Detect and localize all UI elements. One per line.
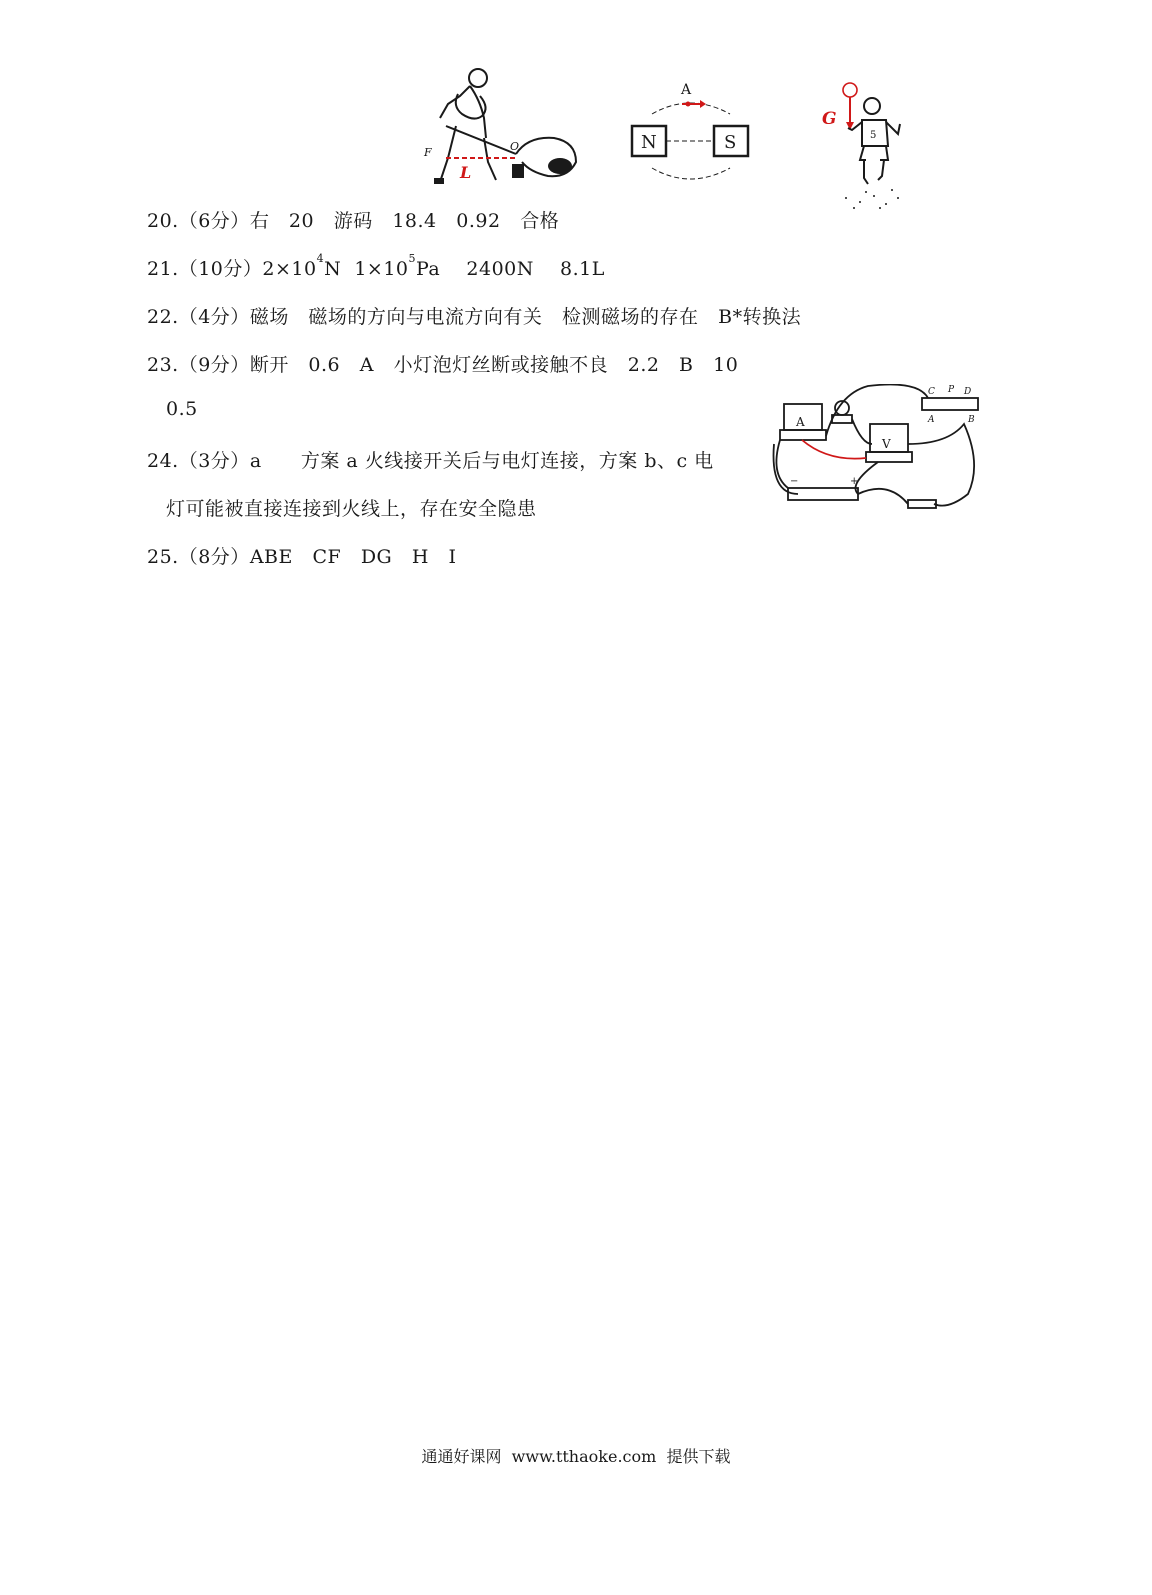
- rheostat-p-label: P: [948, 385, 955, 395]
- answer-24: [147, 446, 714, 473]
- answer-23-content: 断开 0.6 A 小灯泡灯丝断或接触不良 2.2 B 10: [249, 354, 739, 376]
- gravity-label: G: [822, 109, 837, 129]
- lever-figure: [418, 66, 583, 188]
- footer-credit: 通通好课网 www.tthaoke.com 提供下载: [421, 1447, 731, 1466]
- answer-20-content: 右 20 游码 18.4 0.92 合格: [249, 210, 560, 232]
- answer-24-continuation: 灯可能被直接连接到火线上，存在安全隐患: [166, 498, 537, 520]
- lever-arm-label: L: [460, 163, 472, 182]
- answer-25-content: ABE CF DG H I: [249, 546, 457, 568]
- circuit-figure: [768, 384, 984, 520]
- answer-23: [147, 350, 738, 377]
- rheostat-b-label: B: [968, 415, 975, 425]
- answer-20: [147, 206, 559, 233]
- answer-25-prefix: 25.（8分）: [147, 546, 250, 568]
- answer-21-rest: Pa 2400N 8.1L: [416, 258, 605, 280]
- answer-22-content: 磁场 磁场的方向与电流方向有关 检测磁场的存在 B*转换法: [249, 306, 802, 328]
- answer-23-continuation: 0.5: [166, 398, 198, 420]
- answer-21-prefix: 21.（10分）: [147, 258, 263, 280]
- answer-21-force-mantissa: 2×10: [262, 258, 317, 280]
- lever-pivot-label: O: [510, 140, 520, 153]
- jersey-number: 5: [870, 130, 877, 141]
- answer-22-prefix: 22.（4分）: [147, 306, 250, 328]
- answer-21-pressure-mantissa: 1×10: [354, 258, 409, 280]
- magnet-north-label: N: [641, 132, 657, 153]
- rheostat-d-label: D: [964, 387, 972, 397]
- answer-25: [147, 542, 457, 569]
- battery-minus-label: −: [790, 476, 799, 487]
- player-figure: [816, 80, 916, 212]
- magnet-figure: [626, 78, 754, 183]
- voltmeter-label: V: [882, 437, 891, 451]
- magnet-south-label: S: [724, 132, 737, 153]
- ammeter-label: A: [796, 415, 805, 429]
- answer-20-prefix: 20.（6分）: [147, 210, 250, 232]
- answer-21-pressure-exponent: 5: [408, 252, 416, 265]
- rheostat-a-label: A: [928, 415, 935, 425]
- answer-23-prefix: 23.（9分）: [147, 354, 250, 376]
- rheostat-c-label: C: [928, 387, 935, 397]
- answer-21-force-exponent: 4: [316, 252, 325, 265]
- answer-24-content: a 方案 a 火线接开关后与电灯连接，方案 b、c 电: [249, 450, 714, 472]
- answer-22: [147, 302, 801, 329]
- answer-21-force-unit: N: [324, 258, 355, 280]
- answer-21: [147, 254, 605, 281]
- answer-24-prefix: 24.（3分）: [147, 450, 250, 472]
- battery-plus-label: +: [850, 476, 859, 487]
- magnet-point-label: A: [681, 82, 692, 98]
- lever-force-label: F: [424, 146, 432, 159]
